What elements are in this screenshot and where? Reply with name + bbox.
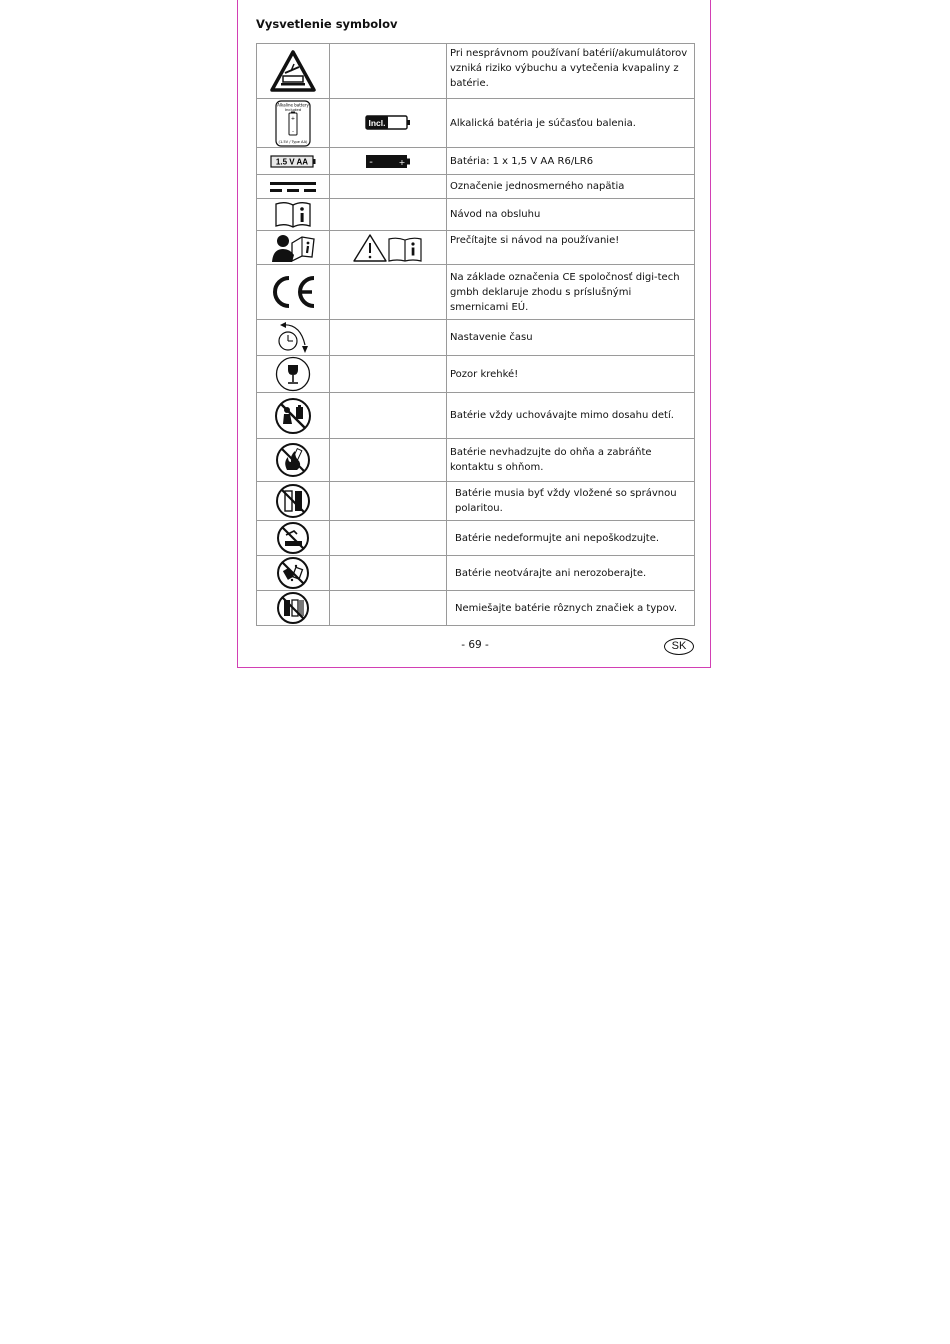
symbol-description: Na základe označenia CE spoločnosť digi-tech gmbh deklaruje zhodu s príslušnými smernicami EÚ. bbox=[447, 265, 695, 320]
symbol-description: Prečítajte si návod na používanie! bbox=[447, 231, 695, 265]
no-mix-batteries-icon bbox=[276, 591, 310, 625]
table-row bbox=[257, 148, 695, 175]
table-row bbox=[257, 556, 695, 591]
svg-text:-: - bbox=[292, 128, 294, 135]
battery-incl-icon bbox=[365, 115, 411, 131]
table-row bbox=[257, 482, 695, 521]
table-row bbox=[257, 320, 695, 356]
language-badge: SK bbox=[664, 638, 694, 655]
table-row bbox=[257, 99, 695, 148]
minus-sign: - bbox=[369, 156, 373, 168]
symbol-description: Batéria: 1 x 1,5 V AA R6/LR6 bbox=[447, 148, 695, 175]
section-heading: Vysvetlenie symbolov bbox=[256, 17, 398, 31]
time-setting-icon bbox=[274, 321, 312, 355]
symbol-description: Nastavenie času bbox=[447, 320, 695, 356]
page-number: - 69 - bbox=[461, 639, 489, 651]
symbol-description: Nemiešajte batérie rôznych značiek a typov. bbox=[447, 591, 695, 626]
table-row bbox=[257, 439, 695, 482]
table-row bbox=[257, 44, 695, 99]
symbol-description: Označenie jednosmerného napätia bbox=[447, 175, 695, 199]
icon-text-mid: Included bbox=[284, 106, 302, 112]
symbol-description: Pozor krehké! bbox=[447, 356, 695, 393]
manual-page bbox=[237, 0, 711, 668]
manual-book-icon bbox=[274, 201, 312, 228]
table-row bbox=[257, 393, 695, 439]
fragile-glass-icon bbox=[275, 356, 311, 392]
icon-text-bottom: (1.5V / Type AA) bbox=[278, 139, 308, 144]
table-row bbox=[257, 591, 695, 626]
no-deform-battery-icon bbox=[276, 521, 310, 555]
table-row bbox=[257, 356, 695, 393]
ce-mark-icon bbox=[268, 275, 318, 309]
read-manual-person-icon bbox=[270, 233, 316, 263]
table-row bbox=[257, 199, 695, 231]
incl-label: Incl. bbox=[368, 118, 386, 128]
no-fire-battery-icon bbox=[275, 442, 311, 478]
symbol-description: Batérie nevhadzujte do ohňa a zabráňte kontaktu s ohňom. bbox=[447, 439, 695, 482]
table-row bbox=[257, 521, 695, 556]
battery-1-5v-aa-icon bbox=[270, 155, 316, 168]
table-row bbox=[257, 175, 695, 199]
warning-read-manual-icon bbox=[353, 233, 423, 263]
table-row bbox=[257, 231, 695, 265]
no-open-battery-icon bbox=[276, 556, 310, 590]
alkaline-battery-included-icon bbox=[275, 100, 311, 147]
battery-label: 1.5 V AA bbox=[275, 157, 309, 166]
table-row bbox=[257, 265, 695, 320]
symbol-description: Batérie vždy uchovávajte mimo dosahu detí. bbox=[447, 393, 695, 439]
symbol-description: Návod na obsluhu bbox=[447, 199, 695, 231]
svg-text:+: + bbox=[290, 115, 296, 122]
symbol-table bbox=[256, 43, 695, 626]
battery-polarity-icon bbox=[365, 154, 411, 169]
symbol-description: Alkalická batéria je súčasťou balenia. bbox=[447, 99, 695, 148]
keep-away-children-icon bbox=[274, 397, 312, 435]
symbol-description: Batérie neotvárajte ani nerozoberajte. bbox=[447, 556, 695, 591]
correct-polarity-icon bbox=[275, 483, 311, 519]
symbol-description: Batérie musia byť vždy vložené so správnou polaritou. bbox=[447, 482, 695, 521]
plus-sign: + bbox=[398, 157, 406, 167]
direct-current-icon bbox=[269, 181, 317, 193]
symbol-description: Batérie nedeformujte ani nepoškodzujte. bbox=[447, 521, 695, 556]
battery-hazard-triangle-icon bbox=[269, 49, 317, 93]
icon-text-top: Alkaline battery bbox=[277, 102, 309, 107]
symbol-description: Pri nesprávnom používaní batérií/akumulátorov vzniká riziko výbuchu a vytečenia kvapaliny z batérie. bbox=[447, 44, 695, 99]
